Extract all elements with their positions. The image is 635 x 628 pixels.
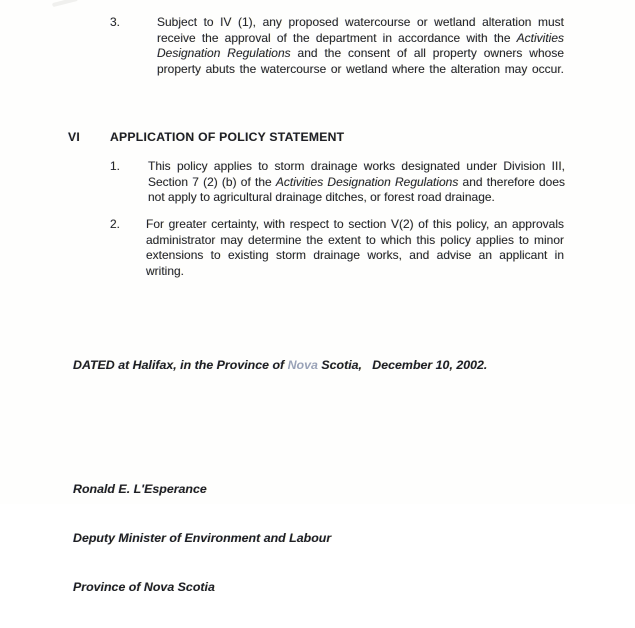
clause-2-line-4 — [146, 264, 564, 280]
clause-3-line-4 — [157, 62, 564, 78]
text-segment: not apply to agricultural drainage ditches, or forest road drainage. — [148, 190, 495, 204]
dated-line — [73, 358, 487, 374]
scan-smudge-artifact — [52, 0, 78, 7]
italic-regulation-title: Activities — [516, 30, 564, 45]
clause-1-line-1 — [148, 159, 565, 175]
text-segment: DATED at Halifax, in the Province of — [73, 358, 288, 372]
text-segment: and the consent of all property owners whose — [290, 46, 564, 60]
text-segment: writing. — [146, 263, 185, 278]
signature-block — [73, 448, 331, 628]
text-segment: property abuts the watercourse or wetland where the alteration may occur. — [157, 61, 564, 76]
clause-1-paragraph — [148, 159, 565, 206]
signature-title: Deputy Minister of Environment and Labour — [73, 531, 332, 546]
italic-regulation-title: Activities Designation Regulations — [275, 174, 459, 189]
text-segment: For greater certainty, with respect to section V(2) of this policy, an approvals — [146, 217, 564, 231]
text-segment: Scotia, December 10, 2002. — [317, 358, 488, 372]
signature-name: Ronald E. L'Esperance — [73, 481, 207, 496]
clause-1-number: 1. — [110, 159, 121, 173]
section-vi-title: APPLICATION OF POLICY STATEMENT — [110, 130, 345, 144]
clause-3-paragraph — [157, 15, 564, 77]
clause-2-line-2 — [146, 233, 564, 249]
clause-2-line-1 — [146, 217, 564, 233]
clause-1-line-2 — [148, 175, 565, 191]
section-vi-numeral: VI — [68, 130, 81, 144]
text-segment: receive the approval of the department in accordance with the — [157, 30, 517, 45]
clause-3-line-1 — [157, 15, 564, 31]
clause-3-number: 3. — [110, 15, 121, 29]
clause-3-line-3 — [157, 46, 564, 62]
text-segment: administrator may determine the extent to which this policy applies to minor — [146, 232, 564, 247]
clause-3-line-2 — [157, 31, 564, 47]
text-segment: This policy applies to storm drainage works designated under Division III, — [148, 159, 565, 173]
text-segment: Subject to IV (1), any proposed watercourse or wetland alteration must — [157, 15, 564, 29]
text-segment: extensions to existing storm drainage works, and advise an applicant in — [146, 248, 564, 262]
clause-2-line-3 — [146, 248, 564, 264]
text-segment: Section 7 (2) (b) of the — [148, 174, 276, 189]
text-segment: Nova — [287, 358, 318, 372]
italic-regulation-title: Designation Regulations — [157, 46, 291, 60]
clause-1-line-3 — [148, 190, 565, 206]
clause-2-number: 2. — [110, 217, 121, 231]
text-segment: and therefore does — [458, 174, 566, 189]
signature-org: Province of Nova Scotia — [73, 580, 215, 595]
clause-2-paragraph — [146, 217, 564, 279]
